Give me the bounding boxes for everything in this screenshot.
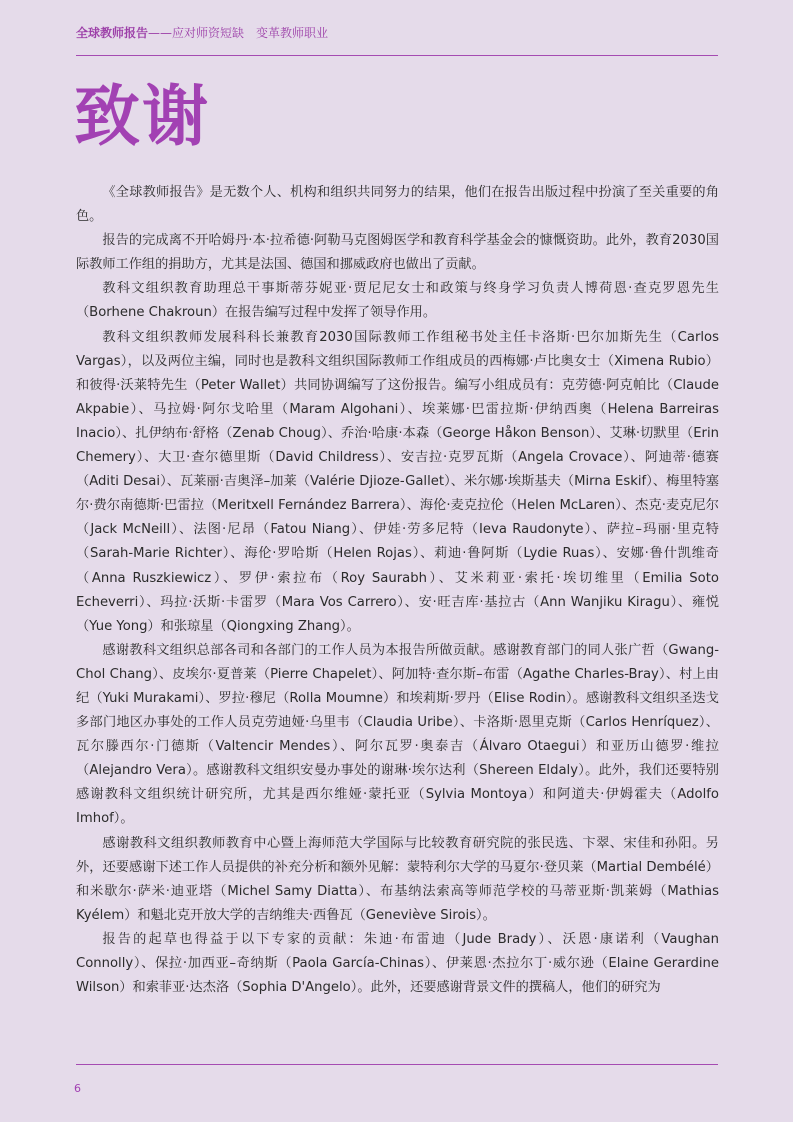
- paragraph: 报告的起草也得益于以下专家的贡献：朱迪·布雷迪（Jude Brady）、沃恩·康诺利（Vaughan Connolly）、保拉·加西亚–奇纳斯（Paola García-Chinas）、伊莱恩·杰拉尔丁·威尔逊（Elaine Gerardine Wilson）和索菲亚·达杰洛（Sophia D'Angelo）。此外，还要感谢背景文件的撰稿人，他们的研究为: [76, 931, 719, 996]
- paragraph: 报告的完成离不开哈姆丹·本·拉希德·阿勒马克图姆医学和教育科学基金会的慷慨资助。此外，教育2030国际教师工作组的捐助方，尤其是法国、德国和挪威政府也做出了贡献。: [76, 233, 719, 273]
- running-header: [76, 24, 328, 41]
- paragraph: 教科文组织教育助理总干事斯蒂芬妮亚·贾尼尼女士和政策与终身学习负责人博荷恩·查克罗恩先生（Borhene Chakroun）在报告编写过程中发挥了领导作用。: [76, 281, 719, 321]
- footer-divider: [76, 1064, 718, 1065]
- paragraph: 感谢教科文组织教师教育中心暨上海师范大学国际与比较教育研究院的张民选、卞翠、宋佳和孙阳。另外，还要感谢下述工作人员提供的补充分析和额外见解：蒙特利尔大学的马夏尔·登贝莱（Martial Dembélé）和米歇尔·萨米·迪亚塔（Michel Samy Diatta）、布基纳法索高等师范学校的马蒂亚斯·凯莱姆（Mathias Kyélem）和魁北克开放大学的吉纳维夫·西鲁瓦（Geneviève Sirois）。: [76, 835, 719, 923]
- header-divider: [76, 55, 718, 56]
- page-title: 致谢: [74, 78, 210, 155]
- page-number: 6: [74, 1082, 81, 1095]
- paragraph: 感谢教科文组织总部各司和各部门的工作人员为本报告所做贡献。感谢教育部门的同人张广哲（Gwang-Chol Chang）、皮埃尔·夏普莱（Pierre Chapelet）、阿加特·查尔斯–布雷（Agathe Charles-Bray）、村上由纪（Yuki Murakami）、罗拉·穆尼（Rolla Moumne）和埃莉斯·罗丹（Elise Rodin）。感谢教科文组织圣迭戈多部门地区办事处的工作人员克劳迪娅·乌里韦（Claudia Uribe）、卡洛斯·恩里克斯（Carlos Henríquez）、瓦尔滕西尔·门德斯（Valtencir Mendes）、阿尔瓦罗·奥泰吉（Álvaro Otaegui）和亚历山德罗·维拉（Alejandro Vera）。感谢教科文组织安曼办事处的谢琳·埃尔达利（Shereen Eldaly）。此外，我们还要特别感谢教科文组织统计研究所，尤其是西尔维娅·蒙托亚（Sylvia Montoya）和阿道夫·伊姆霍夫（Adolfo Imhof）。: [76, 642, 719, 827]
- report-subtitle: ——应对师资短缺 变革教师职业: [148, 26, 329, 40]
- report-title: 全球教师报告: [76, 26, 149, 40]
- acknowledgements-body: [76, 181, 719, 1000]
- paragraph: 《全球教师报告》是无数个人、机构和组织共同努力的结果，他们在报告出版过程中扮演了至关重要的角色。: [76, 185, 719, 225]
- paragraph: 教科文组织教师发展科科长兼教育2030国际教师工作组秘书处主任卡洛斯·巴尔加斯先生（Carlos Vargas），以及两位主编，同时也是教科文组织国际教师工作组成员的西梅娜·卢比奥女士（Ximena Rubio）和彼得·沃莱特先生（Peter Wallet）共同协调编写了这份报告。编写小组成员有：克劳德·阿克帕比（Claude Akpabie）、马拉姆·阿尔戈哈里（Maram Algohani）、埃莱娜·巴雷拉斯·伊纳西奥（Helena Barreiras Inacio）、扎伊纳布·舒格（Zenab Choug）、乔治·哈康·本森（George Håkon Benson）、艾琳·切默里（Erin Chemery）、大卫·查尔德里斯（David Childress）、安吉拉·克罗瓦斯（Angela Crovace）、阿迪蒂·德赛（Aditi Desai）、瓦莱丽·吉奥泽–加莱（Valérie Djioze-Gallet）、米尔娜·埃斯基夫（Mirna Eskif）、梅里特塞尔·费尔南德斯·巴雷拉（Meritxell Fernández Barrera）、海伦·麦克拉伦（Helen McLaren）、杰克·麦克尼尔（Jack McNeill）、法图·尼昂（Fatou Niang）、伊娃·劳多尼特（Ieva Raudonyte）、萨拉–玛丽·里克特（Sarah-Marie Richter）、海伦·罗哈斯（Helen Rojas）、莉迪·鲁阿斯（Lydie Ruas）、安娜·鲁什凯维奇（Anna Ruszkiewicz）、罗伊·索拉布（Roy Saurabh）、艾米莉亚·索托·埃切维里（Emilia Soto Echeverri）、玛拉·沃斯·卡雷罗（Mara Vos Carrero）、安·旺吉库·基拉古（Ann Wanjiku Kiragu）、雍悦（Yue Yong）和张琼星（Qiongxing Zhang）。: [76, 329, 719, 634]
